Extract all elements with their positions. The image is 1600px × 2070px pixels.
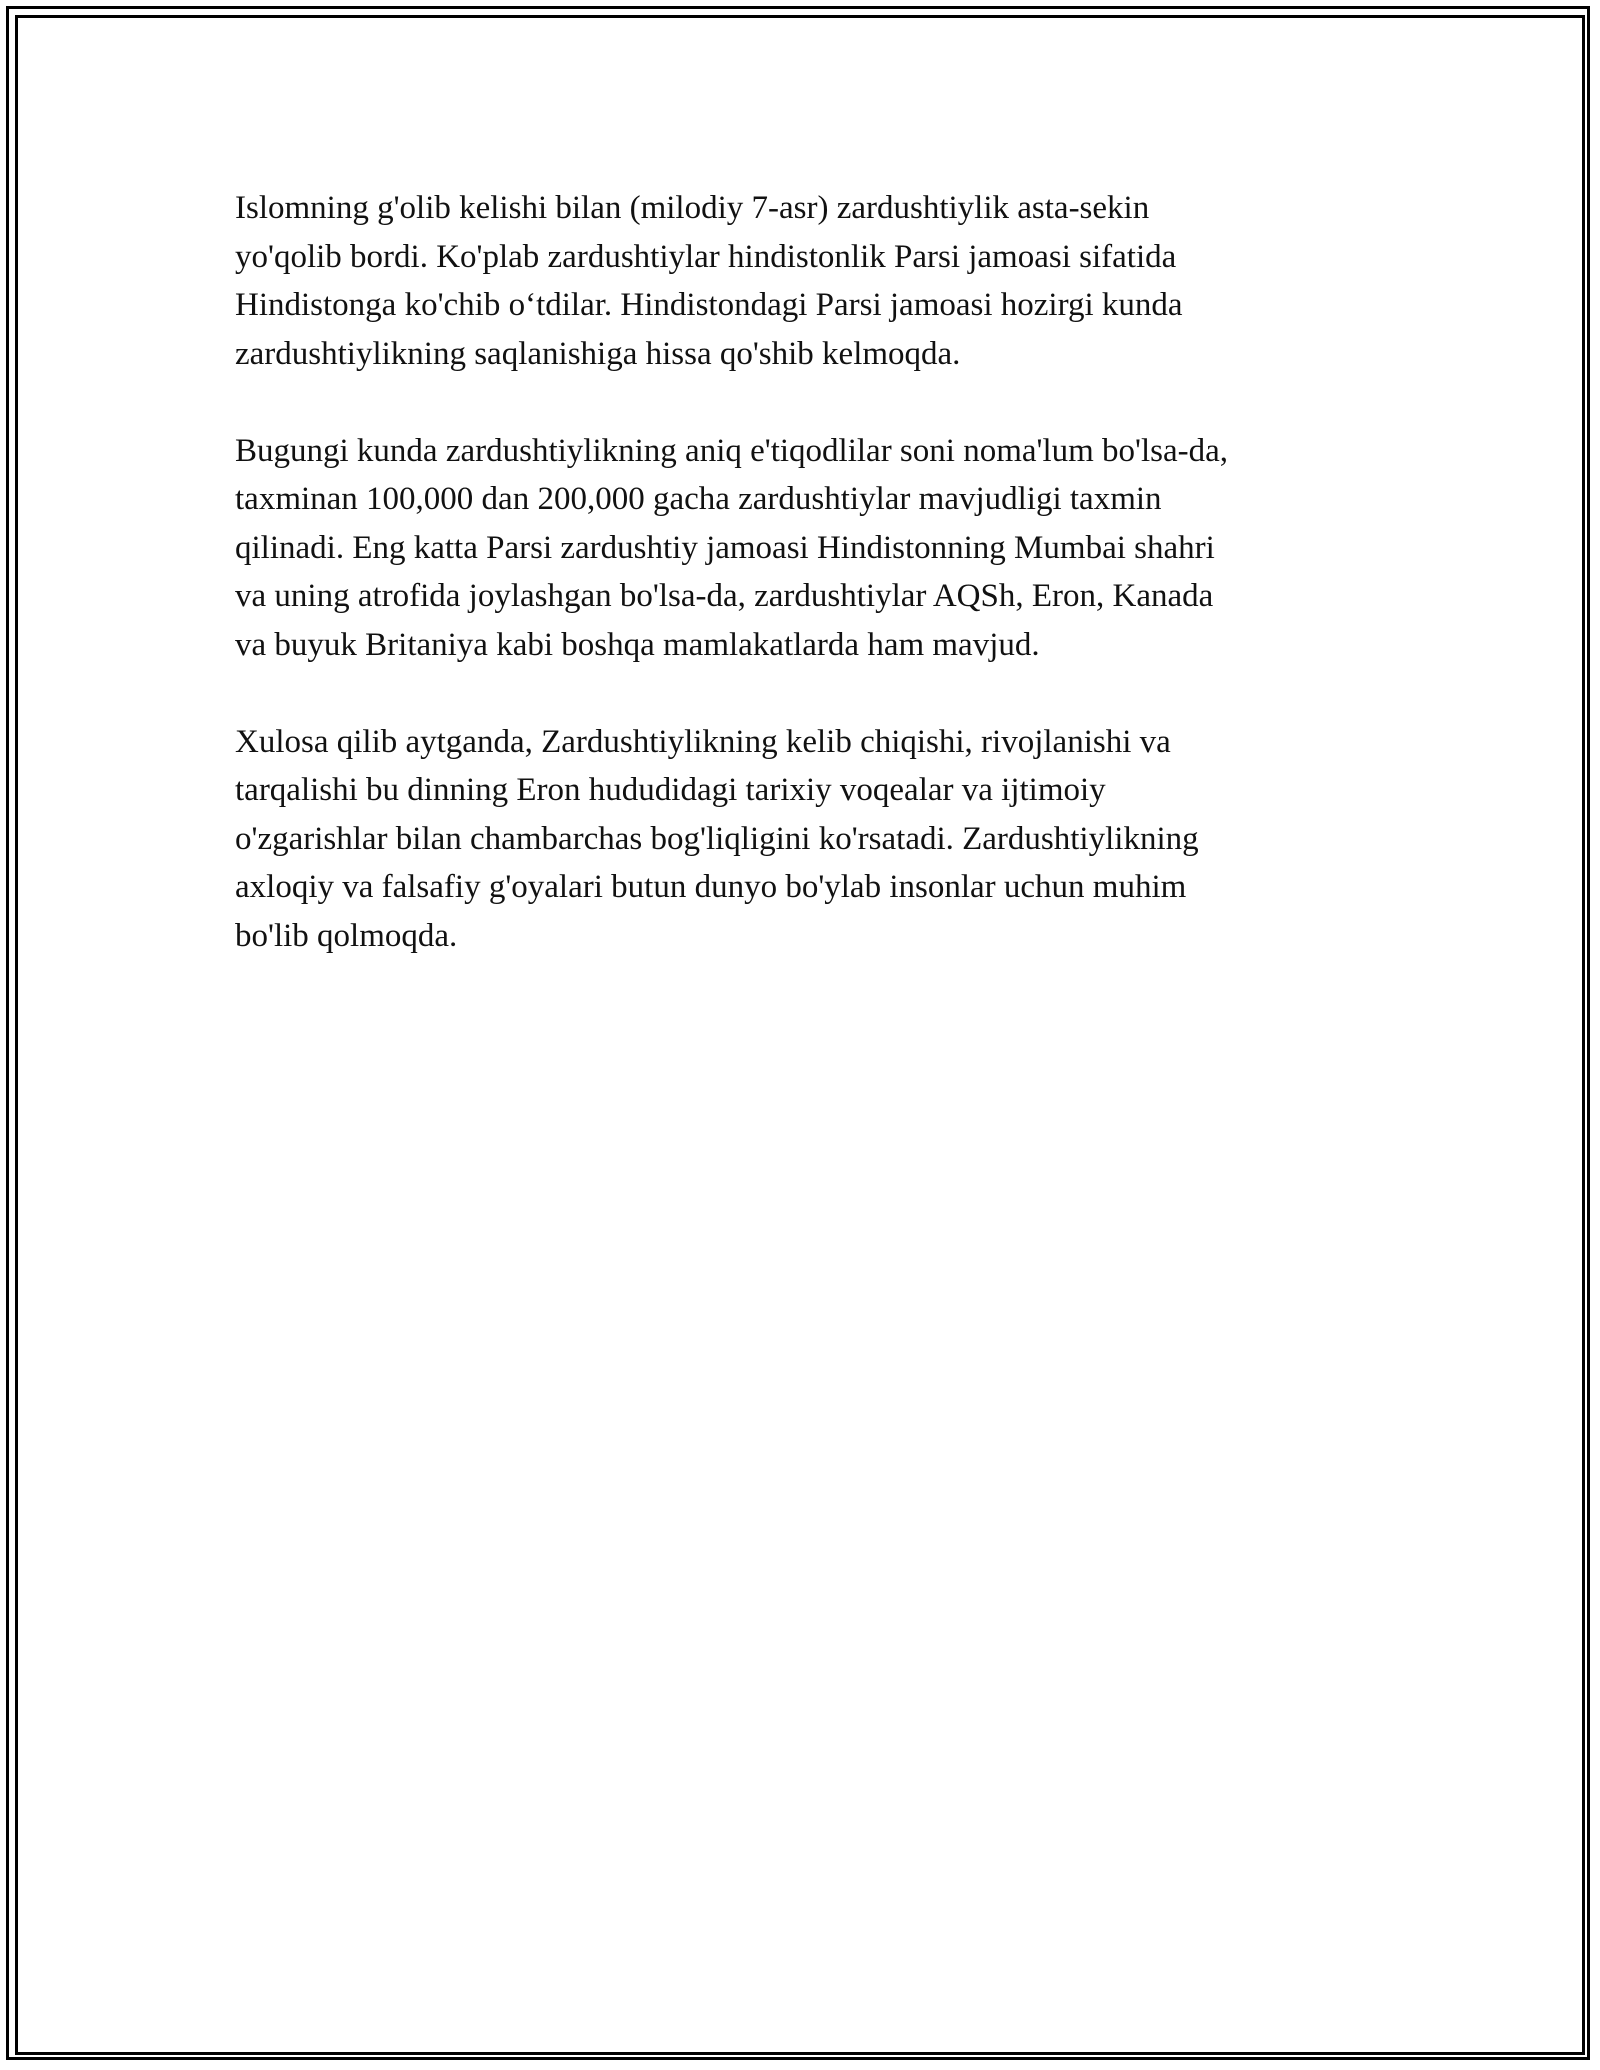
paragraph-conclusion: Xulosa qilib aytganda, Zardushtiylikning kelib chiqishi, rivojlanishi va tarqalishi bu dinning Eron hududidagi tarixiy voqealar va ijtimoiy o'zgarishlar bilan chambarchas bog'liqligini ko'rsatadi. Zardushtiylikning axloqiy va falsafiy g'oyalari butun dunyo bo'ylab insonlar uchun muhim bo'lib qolmoqda. <box>235 723 1199 954</box>
paragraph-islam-arrival: Islomning g'olib kelishi bilan (milodiy 7-asr) zardushtiylik asta-sekin yo'qolib bordi. Ko'plab zardushtiylar hindistonlik Parsi jamoasi sifatida Hindistonga ko'chib o‘tdilar. Hindistondagi Parsi jamoasi hozirgi kunda zardushtiylikning saqlanishiga hissa qo'shib kelmoqda. <box>235 190 1183 372</box>
document-body <box>235 184 1365 1009</box>
paragraph-current-population: Bugungi kunda zardushtiylikning aniq e'tiqodlilar soni noma'lum bo'lsa-da, taxminan 100,000 dan 200,000 gacha zardushtiylar mavjudligi taxmin qilinadi. Eng katta Parsi zardushtiy jamoasi Hindistonning Mumbai shahri va uning atrofida joylashgan bo'lsa-da, zardushtiylar AQSh, Eron, Kanada va buyuk Britaniya kabi boshqa mamlakatlarda ham mavjud. <box>235 432 1229 663</box>
